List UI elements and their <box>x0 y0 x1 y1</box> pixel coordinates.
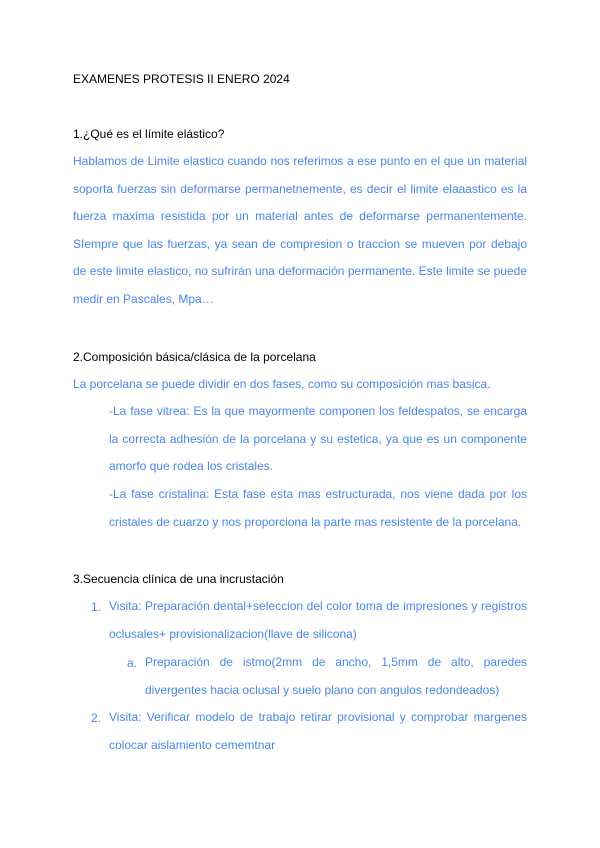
sub-item: Preparación de istmo(2mm de ancho, 1,5mm de alto, paredes divergentes hacia oclusal y suelo plano con angulos redondeados) <box>145 655 527 697</box>
list-item-number: 2. <box>91 711 102 725</box>
sub-item-letter: a. <box>127 656 138 670</box>
list-item-number: 1. <box>91 600 102 614</box>
list-item: Visita: Verificar modelo de trabajo retirar provisional y comprobar margenes colocar aislamiento cememtnar <box>109 710 527 752</box>
question-1-answer: Hablamos de Limite elastico cuando nos referimos a ese punto en el que un material soporta fuerzas sin deformarse permanetnemente, es decir el limite elaaastico es la fuerza maxima resistida por un material antes de deformarse permanentemente. SIempre que las fuerzas, ya sean de compresion o traccion se mueven por debajo de este limite elastico, no sufrirán una deformación permanente. Este limite se puede medir en Pascales, Mpa… <box>73 154 527 306</box>
question-3-heading: 3.Secuencia clínica de una incrustación <box>73 572 284 586</box>
phase-cristalina-paragraph: -La fase cristalina: Esta fase esta mas estructurada, nos viene dada por los cristales de cuarzo y nos proporciona la parte mas resistente de la porcelana. <box>109 487 527 529</box>
phase-vitrea-paragraph: -La fase vitrea: Es la que mayormente componen los feldespatos, se encarga la correcta adhesión de la porcelana y su estetica, ya que es un componente amorfo que rodea los cristales. <box>109 404 527 473</box>
list-item: Visita: Preparación dental+seleccion del color toma de impresiones y registros oclusales+ provisionalizacion(llave de silicona) <box>109 599 527 641</box>
document-title: EXAMENES PROTESIS II ENERO 2024 <box>73 72 290 86</box>
question-2-intro: La porcelana se puede dividir en dos fases, como su composición mas basica. <box>73 377 491 391</box>
question-2-heading: 2.Composición básica/clásica de la porcelana <box>73 350 316 364</box>
question-1-heading: 1.¿Qué es el límite elástico? <box>73 127 225 141</box>
